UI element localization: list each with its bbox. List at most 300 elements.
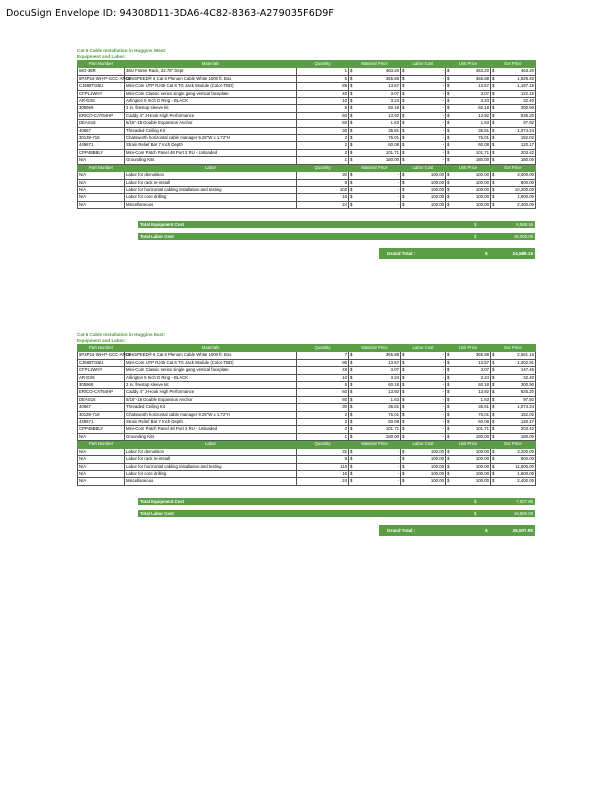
currency-value: -	[397, 463, 399, 469]
total-equipment-value: 6,588.16	[516, 222, 533, 228]
currency-value: 60.08	[478, 142, 489, 148]
currency-value: 3.07	[390, 90, 399, 96]
currency-value: 101.71	[475, 149, 489, 155]
cell-currency	[401, 142, 446, 149]
currency-symbol: $	[402, 389, 405, 395]
currency-symbol: $	[350, 142, 353, 148]
table-row	[78, 149, 536, 156]
currency-value: 3,000.00	[517, 172, 534, 178]
cell-currency	[446, 396, 491, 403]
currency-value: 13.57	[388, 359, 399, 365]
total-equipment-label: Total Equipment Cost	[140, 222, 185, 228]
cell-quantity: 60	[297, 396, 349, 403]
section-east	[77, 332, 535, 536]
currency-symbol: $	[402, 194, 405, 200]
cell-quantity: 60	[297, 389, 349, 396]
header-row	[78, 61, 536, 68]
cell-text: GenSPEED® 6 Cat 6 Plenum Cable White 1000 ft. Box	[125, 75, 297, 82]
cell-currency	[446, 127, 491, 134]
currency-value: -	[442, 157, 444, 163]
total-equipment-bar	[138, 498, 535, 505]
currency-value: 97.92	[523, 396, 534, 402]
currency-symbol: $	[350, 456, 353, 462]
currency-symbol: $	[402, 448, 405, 454]
cell-currency	[401, 75, 446, 82]
column-header: Material Price	[349, 441, 401, 448]
currency-value: 3.24	[480, 98, 489, 104]
currency-symbol: $	[402, 382, 405, 388]
cell-text: 2 in. firestop sleeve kit	[125, 382, 297, 389]
currency-value: 152.02	[520, 135, 534, 141]
cell-currency	[491, 186, 536, 193]
cell-currency	[491, 374, 536, 381]
currency-symbol: $	[402, 105, 405, 111]
total-labor-label: Total Labor Cost	[140, 234, 174, 240]
currency-value: 13.92	[388, 389, 399, 395]
currency-value: 101.71	[475, 426, 489, 432]
cell-currency	[491, 411, 536, 418]
currency-symbol: $	[447, 194, 450, 200]
cell-currency	[349, 448, 401, 455]
cell-quantity: 30	[297, 127, 349, 134]
cell-quantity: 2	[297, 426, 349, 433]
currency-symbol: $	[350, 463, 353, 469]
currency-value: 100.00	[475, 194, 489, 200]
column-header: Labor Cost	[401, 164, 446, 171]
currency-symbol: $	[350, 98, 353, 104]
total-equipment-label: Total Equipment Cost	[140, 498, 185, 504]
cell-currency	[491, 433, 536, 440]
currency-symbol: $	[350, 359, 353, 365]
currency-value: -	[397, 448, 399, 454]
cell-currency	[401, 120, 446, 127]
currency-value: -	[442, 149, 444, 155]
cell-currency	[446, 135, 491, 142]
table-row	[78, 433, 536, 440]
table-row	[78, 142, 536, 149]
cell-currency	[446, 359, 491, 366]
cell-quantity: 5	[297, 382, 349, 389]
column-header: Materials	[125, 61, 297, 68]
cell-text: N/A	[78, 470, 125, 477]
currency-value: 13.92	[478, 112, 489, 118]
currency-value: 100.00	[475, 172, 489, 178]
currency-symbol: $	[447, 404, 450, 410]
cell-currency	[446, 374, 491, 381]
currency-symbol: $	[447, 149, 450, 155]
cell-quantity: 30	[297, 172, 349, 179]
cell-quantity: 8	[297, 456, 349, 463]
currency-value: 365.88	[475, 75, 489, 81]
table-row	[78, 463, 536, 470]
cell-currency	[491, 382, 536, 389]
cell-currency	[349, 389, 401, 396]
cell-currency	[491, 478, 536, 485]
cell-currency	[491, 75, 536, 82]
table-row	[78, 135, 536, 142]
header-row	[78, 345, 536, 352]
cell-currency	[401, 157, 446, 164]
currency-value: -	[442, 135, 444, 141]
cell-currency	[491, 149, 536, 156]
cell-text: Chatsworth horizontal cable manager 9.25"W x 1.72"H	[125, 411, 297, 418]
currency-value: 122.16	[520, 90, 534, 96]
cell-currency	[446, 75, 491, 82]
currency-value: 100.00	[475, 470, 489, 476]
cell-currency	[401, 448, 446, 455]
cell-text: DEAS16	[78, 396, 125, 403]
currency-value: 365.88	[385, 75, 399, 81]
cell-currency	[446, 172, 491, 179]
cell-quantity: 2	[297, 411, 349, 418]
column-header: Quantity	[297, 345, 349, 352]
total-equipment-bar	[138, 221, 535, 228]
column-header: Ext Price	[491, 441, 536, 448]
cell-currency	[491, 419, 536, 426]
currency-symbol: $	[474, 222, 477, 228]
cell-currency	[491, 456, 536, 463]
column-header: Ext Price	[491, 61, 536, 68]
cell-text: 305969	[78, 105, 125, 112]
cell-quantity: 2	[297, 135, 349, 142]
currency-symbol: $	[402, 75, 405, 81]
currency-value: 100.00	[430, 179, 444, 185]
cell-currency	[401, 149, 446, 156]
currency-symbol: $	[492, 463, 495, 469]
cell-currency	[349, 157, 401, 164]
cell-currency	[491, 359, 536, 366]
column-header: Labor Cost	[401, 345, 446, 352]
cell-currency	[401, 352, 446, 359]
currency-symbol: $	[350, 404, 353, 410]
cell-quantity: 2	[297, 142, 349, 149]
cell-currency	[349, 374, 401, 381]
cell-quantity: 60	[297, 112, 349, 119]
currency-value: 3.24	[390, 374, 399, 380]
currency-value: 13.57	[478, 359, 489, 365]
cell-currency	[491, 396, 536, 403]
cell-quantity: 2	[297, 149, 349, 156]
cell-currency	[491, 194, 536, 201]
cell-text: ERICO-CAT64HP	[78, 389, 125, 396]
currency-value: -	[442, 83, 444, 89]
currency-value: 180.00	[385, 433, 399, 439]
currency-symbol: $	[474, 510, 477, 516]
currency-value: 13.57	[388, 83, 399, 89]
cell-text: 305969	[78, 382, 125, 389]
currency-value: 32.40	[523, 98, 534, 104]
cell-currency	[446, 142, 491, 149]
cell-quantity: 24	[297, 201, 349, 208]
cell-currency	[349, 127, 401, 134]
currency-symbol: $	[447, 352, 450, 358]
currency-value: 1.63	[480, 120, 489, 126]
currency-symbol: $	[492, 201, 495, 207]
currency-value: 1,074.24	[517, 127, 534, 133]
cell-text: Strain Relief Bar 7 Inch Depth	[125, 419, 297, 426]
currency-value: 35.81	[478, 404, 489, 410]
currency-value: 32.40	[523, 374, 534, 380]
currency-symbol: $	[350, 352, 353, 358]
cell-currency	[349, 135, 401, 142]
cell-currency	[491, 105, 536, 112]
currency-symbol: $	[350, 120, 353, 126]
column-header: Quantity	[297, 61, 349, 68]
table-row	[78, 396, 536, 403]
cell-text: Caddy 4" J-Hook High Performance	[125, 389, 297, 396]
section-title: Cat 6 Cable Installation in Huggins West:	[77, 48, 167, 53]
currency-value: -	[442, 120, 444, 126]
table-row	[78, 112, 536, 119]
table-row	[78, 359, 536, 366]
currency-value: 100.00	[475, 478, 489, 484]
cell-currency	[401, 172, 446, 179]
currency-value: 365.88	[475, 352, 489, 358]
cell-currency	[446, 157, 491, 164]
column-header: Ext Price	[491, 345, 536, 352]
currency-value: 120.17	[520, 419, 534, 425]
currency-value: 180.00	[385, 157, 399, 163]
cell-currency	[349, 352, 401, 359]
currency-symbol: $	[447, 172, 450, 178]
currency-symbol: $	[492, 186, 495, 192]
currency-symbol: $	[492, 142, 495, 148]
cell-text: N/A	[78, 463, 125, 470]
cell-quantity: 1	[297, 68, 349, 75]
cell-currency	[401, 374, 446, 381]
cell-quantity: 86	[297, 83, 349, 90]
currency-symbol: $	[402, 411, 405, 417]
currency-symbol: $	[447, 389, 450, 395]
currency-value: -	[442, 433, 444, 439]
cell-quantity: 32	[297, 448, 349, 455]
currency-symbol: $	[492, 172, 495, 178]
cell-currency	[401, 404, 446, 411]
currency-value: 152.02	[520, 411, 534, 417]
cell-text: N/A	[78, 186, 125, 193]
cost-table	[77, 344, 536, 486]
cell-text: 6P4P24-WH-P-GCC-APCE	[79, 352, 132, 358]
cell-currency	[491, 201, 536, 208]
column-header: Unit Price	[446, 164, 491, 171]
cell-currency	[446, 83, 491, 90]
currency-value: 1,074.24	[517, 404, 534, 410]
currency-value: -	[442, 352, 444, 358]
cell-currency	[491, 179, 536, 186]
currency-symbol: $	[492, 68, 495, 74]
table-row	[78, 98, 536, 105]
table-row	[78, 83, 536, 90]
currency-value: -	[397, 172, 399, 178]
cell-currency	[401, 105, 446, 112]
cell-currency	[401, 90, 446, 97]
currency-value: 203.42	[520, 149, 534, 155]
cell-text: Arlington 5 Inch D Ring - BLACK	[125, 374, 297, 381]
column-header: Labor	[125, 164, 297, 171]
cell-quantity: 8	[297, 179, 349, 186]
cell-text: Threaded Ceiling Kit	[125, 404, 297, 411]
currency-symbol: $	[447, 478, 450, 484]
currency-value: -	[442, 419, 444, 425]
currency-symbol: $	[402, 98, 405, 104]
currency-value: 100.00	[475, 448, 489, 454]
currency-symbol: $	[447, 68, 450, 74]
currency-symbol: $	[402, 367, 405, 373]
column-header: Labor Cost	[401, 61, 446, 68]
column-header: Part Number	[78, 164, 125, 171]
cell-currency	[349, 478, 401, 485]
currency-value: 101.71	[385, 426, 399, 432]
currency-value: 203.42	[520, 426, 534, 432]
cell-quantity: 10	[297, 98, 349, 105]
cell-currency	[446, 105, 491, 112]
cell-quantity: 16	[297, 470, 349, 477]
cost-table	[77, 60, 536, 209]
cell-currency	[491, 367, 536, 374]
currency-symbol: $	[350, 157, 353, 163]
table-row	[78, 120, 536, 127]
currency-symbol: $	[350, 426, 353, 432]
currency-symbol: $	[350, 396, 353, 402]
cell-currency	[446, 201, 491, 208]
grand-total-label: Grand Total :	[387, 527, 416, 533]
cell-currency	[349, 112, 401, 119]
currency-value: -	[442, 382, 444, 388]
table-row	[78, 75, 536, 82]
cell-currency	[401, 179, 446, 186]
currency-value: 147.46	[520, 367, 534, 373]
cell-currency	[349, 98, 401, 105]
cell-currency	[401, 382, 446, 389]
currency-value: 1.63	[480, 396, 489, 402]
cell-text: Mini-Com UTP RJ45 Cat 6 TG Jack Module (Color-TBD)	[125, 359, 297, 366]
column-header: Materials	[125, 345, 297, 352]
currency-value: -	[397, 179, 399, 185]
cell-quantity: 40	[297, 90, 349, 97]
currency-symbol: $	[492, 396, 495, 402]
table-row	[78, 90, 536, 97]
cell-currency	[491, 142, 536, 149]
currency-symbol: $	[447, 426, 450, 432]
cell-currency	[349, 382, 401, 389]
cell-currency	[446, 456, 491, 463]
cell-text: Mini-Com UTP RJ45 Cat 6 TG Jack Module (Color-TBD)	[125, 83, 297, 90]
currency-value: 100.00	[430, 186, 444, 192]
cell-currency	[401, 433, 446, 440]
currency-symbol: $	[447, 127, 450, 133]
currency-value: 463.20	[385, 68, 399, 74]
currency-value: 76.01	[388, 411, 399, 417]
cell-currency	[401, 463, 446, 470]
currency-value: 100.00	[430, 194, 444, 200]
currency-symbol: $	[447, 448, 450, 454]
currency-symbol: $	[447, 75, 450, 81]
cell-currency	[491, 426, 536, 433]
currency-value: 97.92	[523, 120, 534, 126]
cell-currency	[446, 68, 491, 75]
cell-text: N/A	[78, 172, 125, 179]
currency-symbol: $	[492, 389, 495, 395]
cell-text: Caddy 4" J-Hook High Performance	[125, 112, 297, 119]
currency-value: 13.57	[478, 83, 489, 89]
currency-symbol: $	[350, 172, 353, 178]
currency-symbol: $	[492, 98, 495, 104]
currency-symbol: $	[447, 456, 450, 462]
cell-text: Strain Relief Bar 7 Inch Depth	[125, 142, 297, 149]
cell-currency	[349, 201, 401, 208]
currency-value: -	[442, 127, 444, 133]
currency-symbol: $	[492, 105, 495, 111]
currency-symbol: $	[492, 352, 495, 358]
table-row	[78, 127, 536, 134]
currency-symbol: $	[350, 127, 353, 133]
section-subtitle: Equipment and Labor:	[77, 54, 126, 59]
currency-symbol: $	[492, 359, 495, 365]
currency-value: 800.00	[520, 179, 534, 185]
currency-symbol: $	[402, 68, 405, 74]
cell-text: Labor for rack re-install	[125, 456, 297, 463]
cell-text: 40667	[78, 404, 125, 411]
currency-symbol: $	[350, 433, 353, 439]
cell-currency	[349, 470, 401, 477]
cell-currency	[401, 112, 446, 119]
currency-value: 3.24	[390, 98, 399, 104]
cell-text: Chatsworth horizontal cable manager 9.25"W x 1.72"H	[125, 135, 297, 142]
cell-currency	[491, 68, 536, 75]
cell-currency	[349, 179, 401, 186]
cell-currency	[446, 112, 491, 119]
currency-symbol: $	[402, 112, 405, 118]
cell-text: Threaded Ceiling Kit	[125, 127, 297, 134]
currency-symbol: $	[402, 142, 405, 148]
currency-symbol: $	[447, 105, 450, 111]
currency-symbol: $	[492, 411, 495, 417]
currency-value: 800.00	[520, 456, 534, 462]
currency-symbol: $	[492, 382, 495, 388]
currency-symbol: $	[492, 135, 495, 141]
cell-currency	[491, 463, 536, 470]
currency-symbol: $	[447, 135, 450, 141]
currency-symbol: $	[402, 470, 405, 476]
currency-value: 100.00	[430, 470, 444, 476]
cell-currency	[491, 352, 536, 359]
currency-symbol: $	[402, 120, 405, 126]
section-subtitle: Equipment and Labor:	[77, 338, 126, 343]
cell-currency	[446, 179, 491, 186]
currency-symbol: $	[492, 120, 495, 126]
cell-currency	[349, 456, 401, 463]
cell-currency	[446, 98, 491, 105]
cell-currency	[349, 396, 401, 403]
currency-value: 100.00	[475, 186, 489, 192]
currency-symbol: $	[402, 396, 405, 402]
currency-symbol: $	[350, 83, 353, 89]
currency-symbol: $	[447, 90, 450, 96]
cell-currency	[491, 112, 536, 119]
currency-symbol: $	[350, 186, 353, 192]
currency-value: -	[442, 389, 444, 395]
currency-symbol: $	[402, 478, 405, 484]
cell-quantity: 115	[297, 463, 349, 470]
cell-currency	[446, 186, 491, 193]
cell-currency	[349, 90, 401, 97]
currency-value: -	[442, 105, 444, 111]
cell-text: CPP48BBLY	[78, 149, 125, 156]
cell-currency	[401, 135, 446, 142]
currency-value: 3,200.00	[517, 448, 534, 454]
currency-symbol: $	[492, 419, 495, 425]
cell-text: Mini-Com Patch Panel 48 Port 2 RU - Unloaded	[125, 426, 297, 433]
